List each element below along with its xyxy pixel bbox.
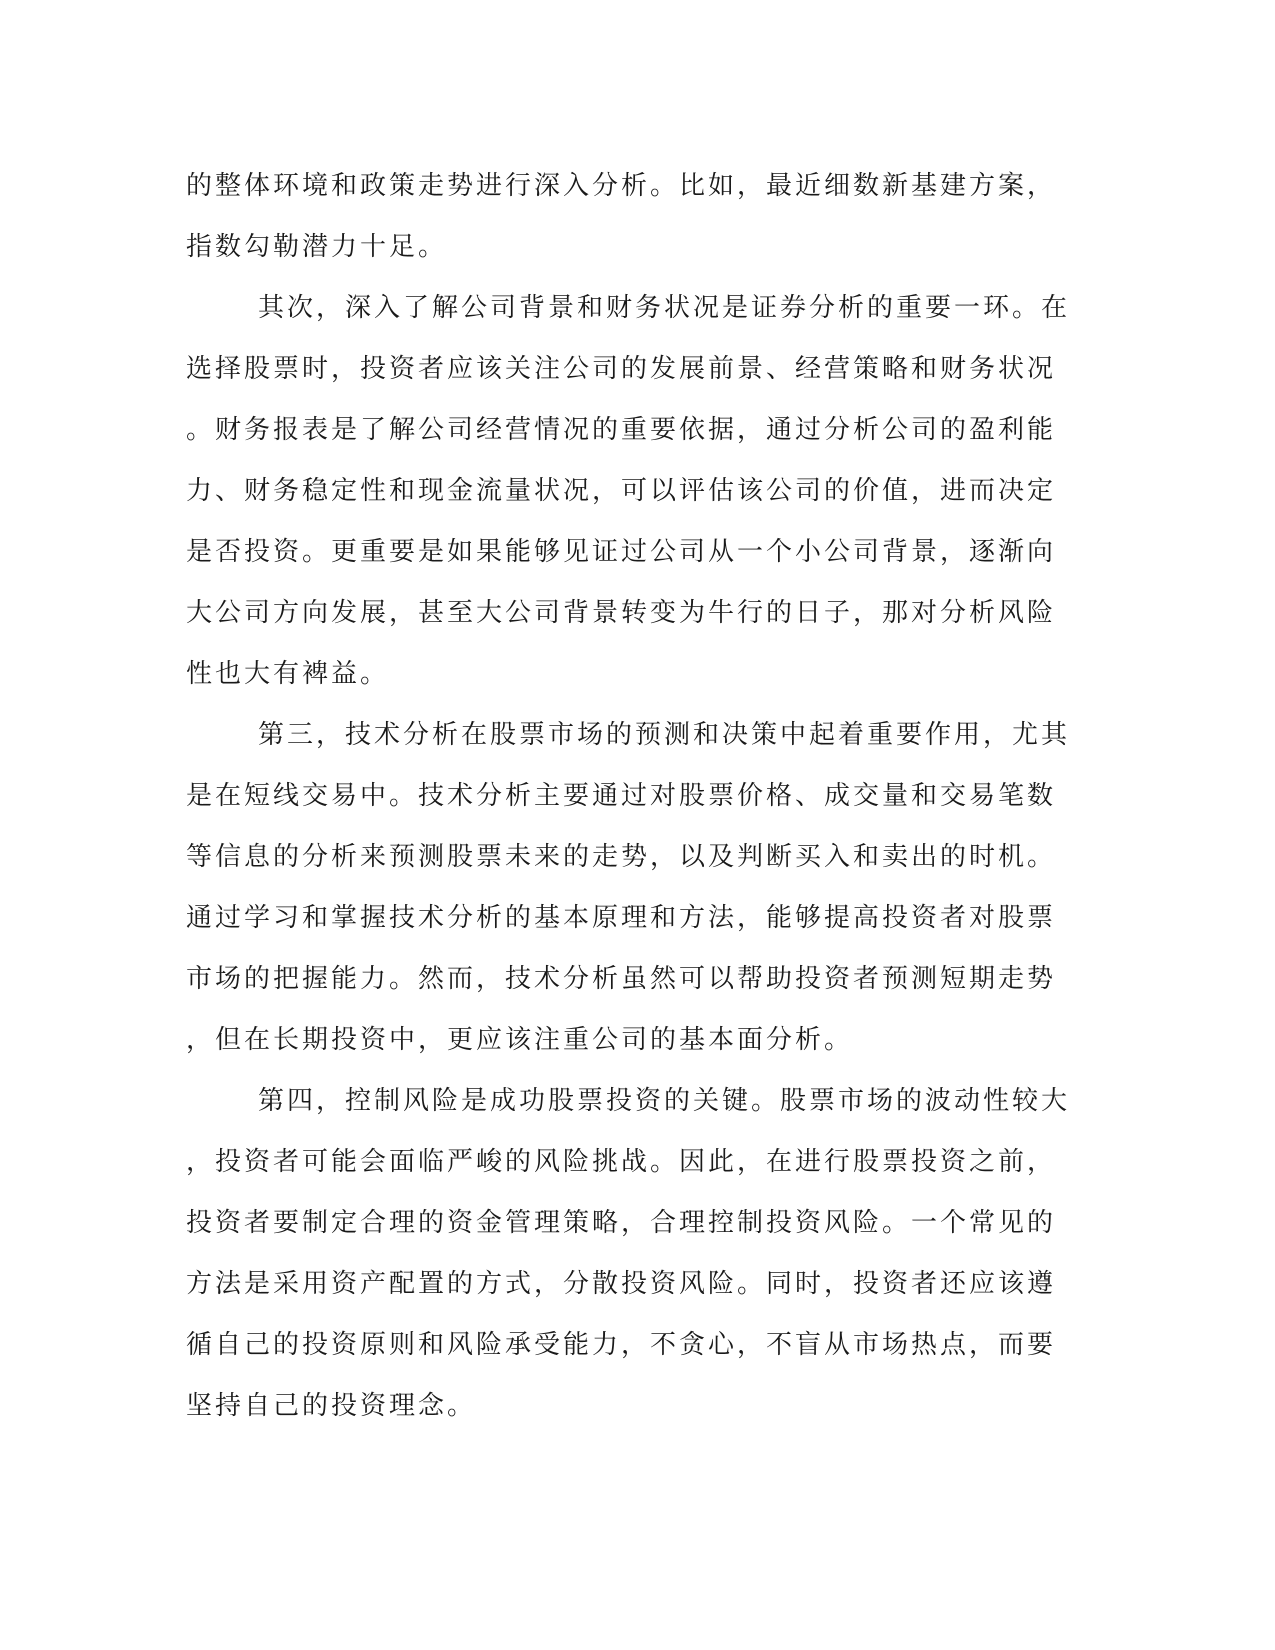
text-line: 的整体环境和政策走势进行深入分析。比如，最近细数新基建方案，	[186, 171, 1057, 201]
text-line: 等信息的分析来预测股票未来的走势，以及判断买入和卖出的时机。	[186, 842, 1057, 872]
text-line: 指数勾勒潜力十足。	[186, 232, 448, 262]
text-line: ，但在长期投资中，更应该注重公司的基本面分析。	[186, 1025, 854, 1055]
text-line: ，投资者可能会面临严峻的风险挑战。因此，在进行股票投资之前，	[186, 1147, 1057, 1177]
text-line: 力、财务稳定性和现金流量状况，可以评估该公司的价值，进而决定	[186, 476, 1057, 506]
text-line: 性也大有裨益。	[186, 659, 390, 689]
text-line: 市场的把握能力。然而，技术分析虽然可以帮助投资者预测短期走势	[186, 964, 1057, 994]
text-line: 是否投资。更重要是如果能够见证过公司从一个小公司背景，逐渐向	[186, 537, 1057, 567]
text-line: 坚持自己的投资理念。	[186, 1391, 477, 1421]
text-line: 。财务报表是了解公司经营情况的重要依据，通过分析公司的盈利能	[186, 415, 1057, 445]
body-text	[186, 156, 1071, 1437]
text-line: 投资者要制定合理的资金管理策略，合理控制投资风险。一个常见的	[186, 1208, 1057, 1238]
text-line: 方法是采用资产配置的方式，分散投资风险。同时，投资者还应该遵	[186, 1269, 1057, 1299]
paragraph-start-line: 其次，深入了解公司背景和财务状况是证券分析的重要一环。在	[258, 293, 1071, 323]
text-line: 大公司方向发展，甚至大公司背景转变为牛行的日子，那对分析风险	[186, 598, 1057, 628]
paragraph-start-line: 第三，技术分析在股票市场的预测和决策中起着重要作用，尤其	[258, 720, 1071, 750]
text-line: 是在短线交易中。技术分析主要通过对股票价格、成交量和交易笔数	[186, 781, 1057, 811]
text-line: 通过学习和掌握技术分析的基本原理和方法，能够提高投资者对股票	[186, 903, 1057, 933]
text-line: 选择股票时，投资者应该关注公司的发展前景、经营策略和财务状况	[186, 354, 1057, 384]
paragraph-start-line: 第四，控制风险是成功股票投资的关键。股票市场的波动性较大	[258, 1086, 1071, 1116]
text-line: 循自己的投资原则和风险承受能力，不贪心，不盲从市场热点，而要	[186, 1330, 1057, 1360]
